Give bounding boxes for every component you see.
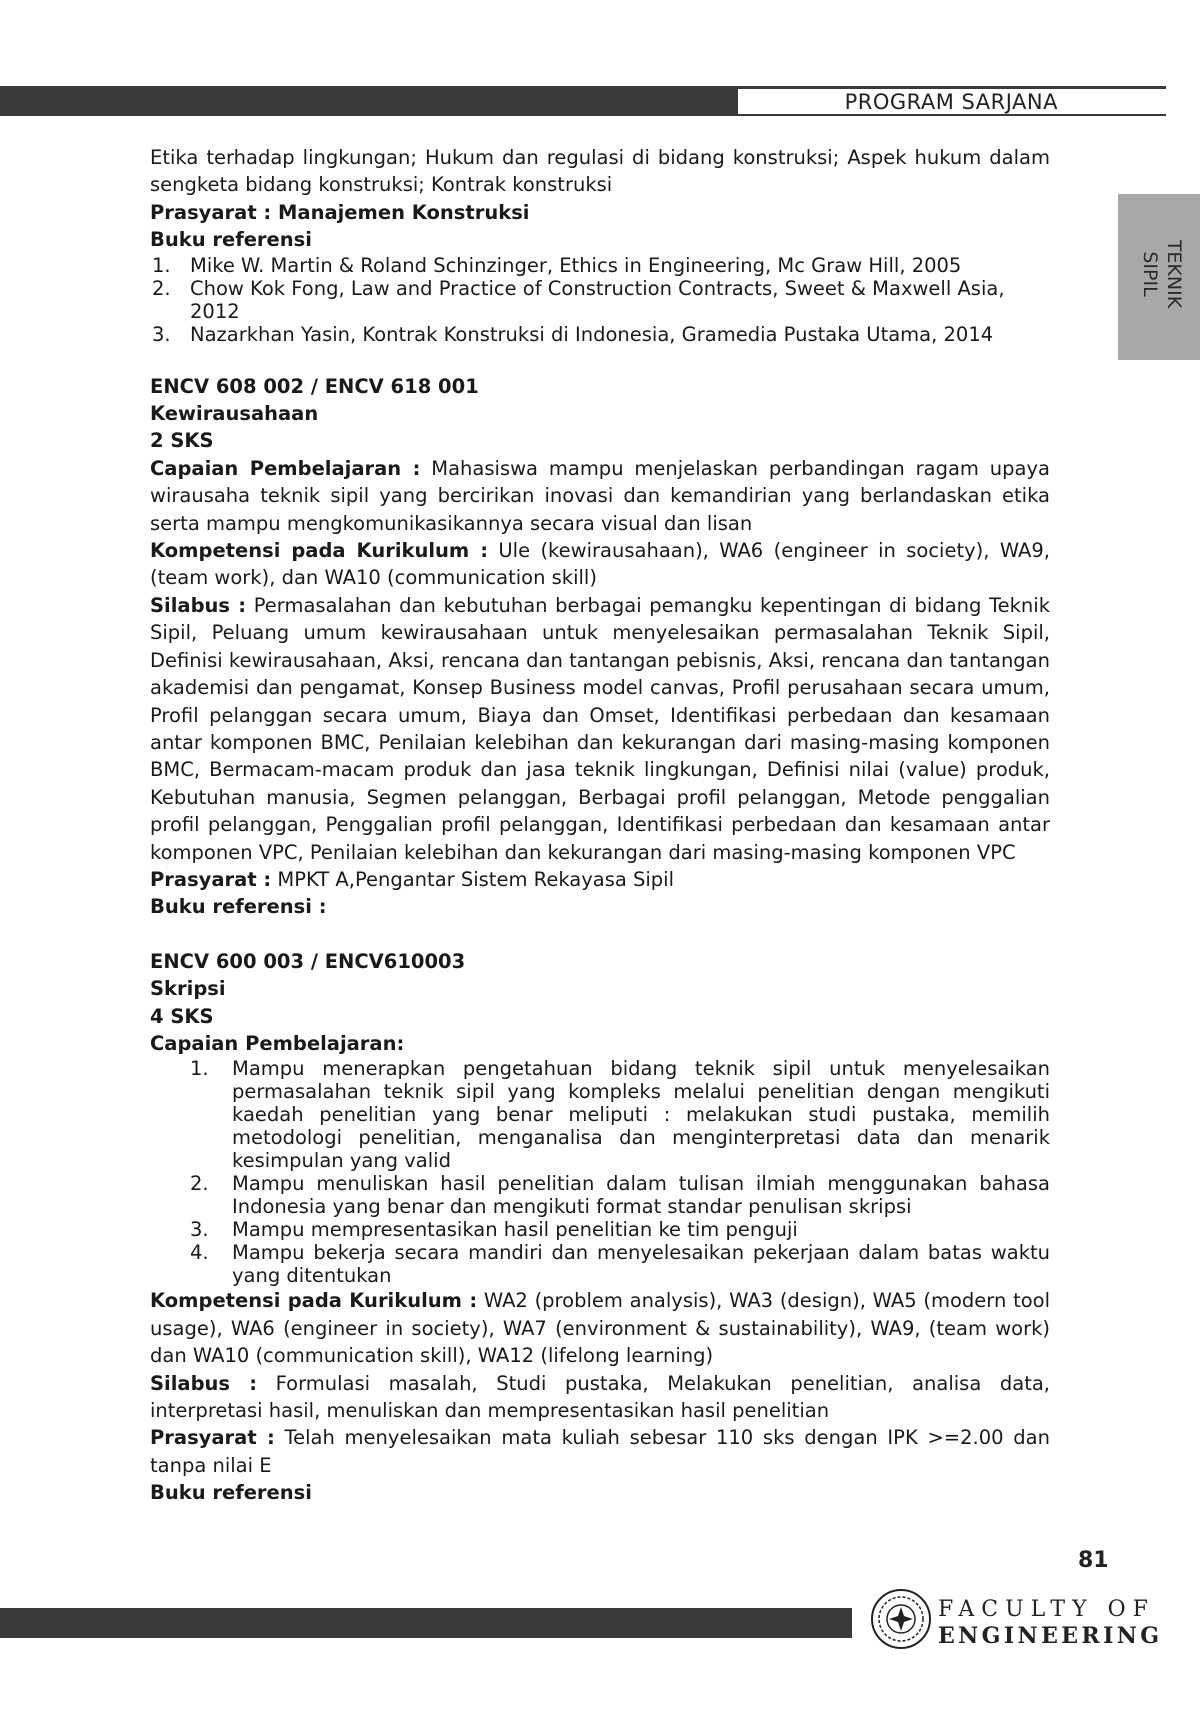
prev-course-text: Etika terhadap lingkungan; Hukum dan regulasi di bidang konstruksi; Aspek hukum dalam sengketa bidang konstruksi; Kontrak konstruksi: [150, 146, 1050, 197]
list-number: 4.: [190, 1241, 209, 1265]
list-number: 3.: [152, 322, 171, 346]
list-item: [150, 323, 1050, 346]
course-prasyarat: [150, 1424, 1050, 1479]
header-rule-bottom: [738, 114, 1166, 116]
kompetensi-label: Kompetensi pada Kurikulum :: [150, 1289, 478, 1313]
list-item: [150, 277, 1050, 323]
list-text: Nazarkhan Yasin, Kontrak Konstruksi di Indonesia, Gramedia Pustaka Utama, 2014: [190, 322, 994, 346]
list-item: [150, 1218, 1050, 1241]
course-kompetensi: [150, 537, 1050, 592]
faculty-logo-text: [938, 1596, 1162, 1650]
course-buku-label: Buku referensi: [150, 1481, 312, 1505]
prasyarat-text: MPKT A,Pengantar Sistem Rekayasa Sipil: [271, 867, 675, 891]
silabus-text: Formulasi masalah, Studi pustaka, Melakukan penelitian, analisa data, interpretasi hasil, menuliskan dan mempresentasikan hasil penelitian: [150, 1371, 1050, 1422]
header-rule-top: [738, 86, 1166, 89]
capaian-label: Capaian Pembelajaran:: [150, 1031, 405, 1055]
list-number: 1.: [190, 1057, 209, 1081]
faculty-line2: ENGINEERING: [938, 1623, 1163, 1649]
university-seal-icon: [870, 1588, 932, 1650]
spacer: [150, 921, 1050, 948]
program-label: PROGRAM SARJANA: [844, 90, 1058, 114]
list-number: 3.: [190, 1218, 209, 1242]
prasyarat-label: Prasyarat :: [150, 1426, 275, 1450]
course-sks: 4 SKS: [150, 1004, 214, 1028]
course-kompetensi: [150, 1287, 1050, 1369]
capaian-list: [150, 1057, 1050, 1287]
list-number: 1.: [152, 253, 171, 277]
silabus-label: Silabus :: [150, 1371, 258, 1395]
list-text: Mampu menerapkan pengetahuan bidang teknik sipil untuk menyelesaikan permasalahan teknik sipil yang kompleks melalui penelitian dengan mengikuti kaedah penelitian yang benar meliputi : melakukan studi pustaka, memilih metodologi penelitian, menganalisa dan menginterpretasi data dan menarik kesimpulan yang valid: [232, 1057, 1050, 1173]
list-item: [150, 1057, 1050, 1172]
prev-course-prasyarat: Prasyarat : Manajemen Konstruksi: [150, 200, 530, 224]
page-number: 81: [1078, 1548, 1109, 1573]
prasyarat-label: Prasyarat :: [150, 867, 272, 891]
prev-course-buku-label: Buku referensi: [150, 228, 312, 252]
kompetensi-text: WA2 (problem analysis), WA3 (design), WA5 (modern tool usage), WA6 (engineer in society), WA7 (environment & sustainability), WA9, (team work) dan WA10 (communication skill), WA12 (lifelong learning): [150, 1289, 1050, 1368]
list-text: Mampu menuliskan hasil penelitian dalam tulisan ilmiah menggunakan bahasa Indonesia yang benar dan mengikuti format standar penulisan skripsi: [232, 1172, 1050, 1219]
course-sks: 2 SKS: [150, 429, 214, 453]
course-title: Kewirausahaan: [150, 402, 319, 426]
course-buku-label: Buku referensi :: [150, 895, 327, 919]
header-bar: [0, 86, 738, 116]
silabus-text: Permasalahan dan kebutuhan berbagai pemangku kepentingan di bidang Teknik Sipil, Peluang umum kewirausahaan untuk menyelesaikan permasalahan Teknik Sipil, Definisi kewirausahaan, Aksi, rencana dan tantangan pebisnis, Aksi, rencana dan tantangan akademisi dan pengamat, Konsep Business model canvas, Profil perusahaan secara umum, Profil pelanggan secara umum, Biaya dan Omset, Identifikasi perbedaan dan kesamaan antar komponen BMC, Penilaian kelebihan dan kekurangan dari masing-masing komponen BMC, Bermacam-macam produk dan jasa teknik lingkungan, Definisi nilai (value) produk, Kebutuhan manusia, Segmen pelanggan, Berbagai profil pelanggan, Metode penggalian profil pelanggan, Penggalian profil pelanggan, Identifikasi perbedaan dan kesamaan antar komponen VPC, Penilaian kelebihan dan kekurangan dari masing-masing komponen VPC: [150, 593, 1051, 864]
kompetensi-label: Kompetensi pada Kurikulum :: [150, 539, 489, 563]
prasyarat-text: Telah menyelesaikan mata kuliah sebesar 110 sks dengan IPK >=2.00 dan tanpa nilai E: [150, 1426, 1050, 1477]
list-text: Mampu mempresentasikan hasil penelitian ke tim penguji: [232, 1218, 798, 1242]
list-item: [150, 1241, 1050, 1287]
kompetensi-text: Ule (kewirausahaan), WA6 (engineer in society), WA9, (team work), dan WA10 (communication skill): [150, 539, 1050, 590]
silabus-label: Silabus :: [150, 593, 247, 617]
prev-course-refs: [150, 254, 1050, 346]
course-code: ENCV 600 003 / ENCV610003: [150, 949, 466, 973]
course-capaian: [150, 455, 1050, 537]
course-prasyarat: [150, 866, 1050, 893]
capaian-label: Capaian Pembelajaran :: [150, 456, 421, 480]
list-item: [150, 254, 1050, 277]
list-number: 2.: [152, 276, 171, 300]
course-silabus: [150, 1370, 1050, 1425]
spacer: [150, 346, 1050, 373]
list-text: Mike W. Martin & Roland Schinzinger, Ethics in Engineering, Mc Graw Hill, 2005: [190, 253, 962, 277]
faculty-line1: FACULTY OF: [938, 1597, 1155, 1622]
capaian-text: Mahasiswa mampu menjelaskan perbandingan ragam upaya wirausaha teknik sipil yang bercirikan inovasi dan kemandirian yang berlandaskan etika serta mampu mengkomunikasikannya secara visual dan lisan: [150, 456, 1050, 535]
section-tab-line1: TEKNIK: [1163, 239, 1185, 309]
list-number: 2.: [190, 1172, 209, 1196]
list-text: Mampu bekerja secara mandiri dan menyelesaikan pekerjaan dalam batas waktu yang ditentukan: [232, 1241, 1050, 1288]
page-content: [150, 144, 1050, 1507]
course-code: ENCV 608 002 / ENCV 618 001: [150, 374, 479, 398]
section-tab-label: [1122, 194, 1200, 354]
section-tab-line2: SIPIL: [1139, 251, 1161, 297]
footer-bar: [0, 1608, 852, 1638]
course-silabus: [150, 592, 1050, 866]
list-text: Chow Kok Fong, Law and Practice of Construction Contracts, Sweet & Maxwell Asia, 2012: [190, 276, 1005, 323]
list-item: [150, 1172, 1050, 1218]
course-title: Skripsi: [150, 977, 226, 1001]
